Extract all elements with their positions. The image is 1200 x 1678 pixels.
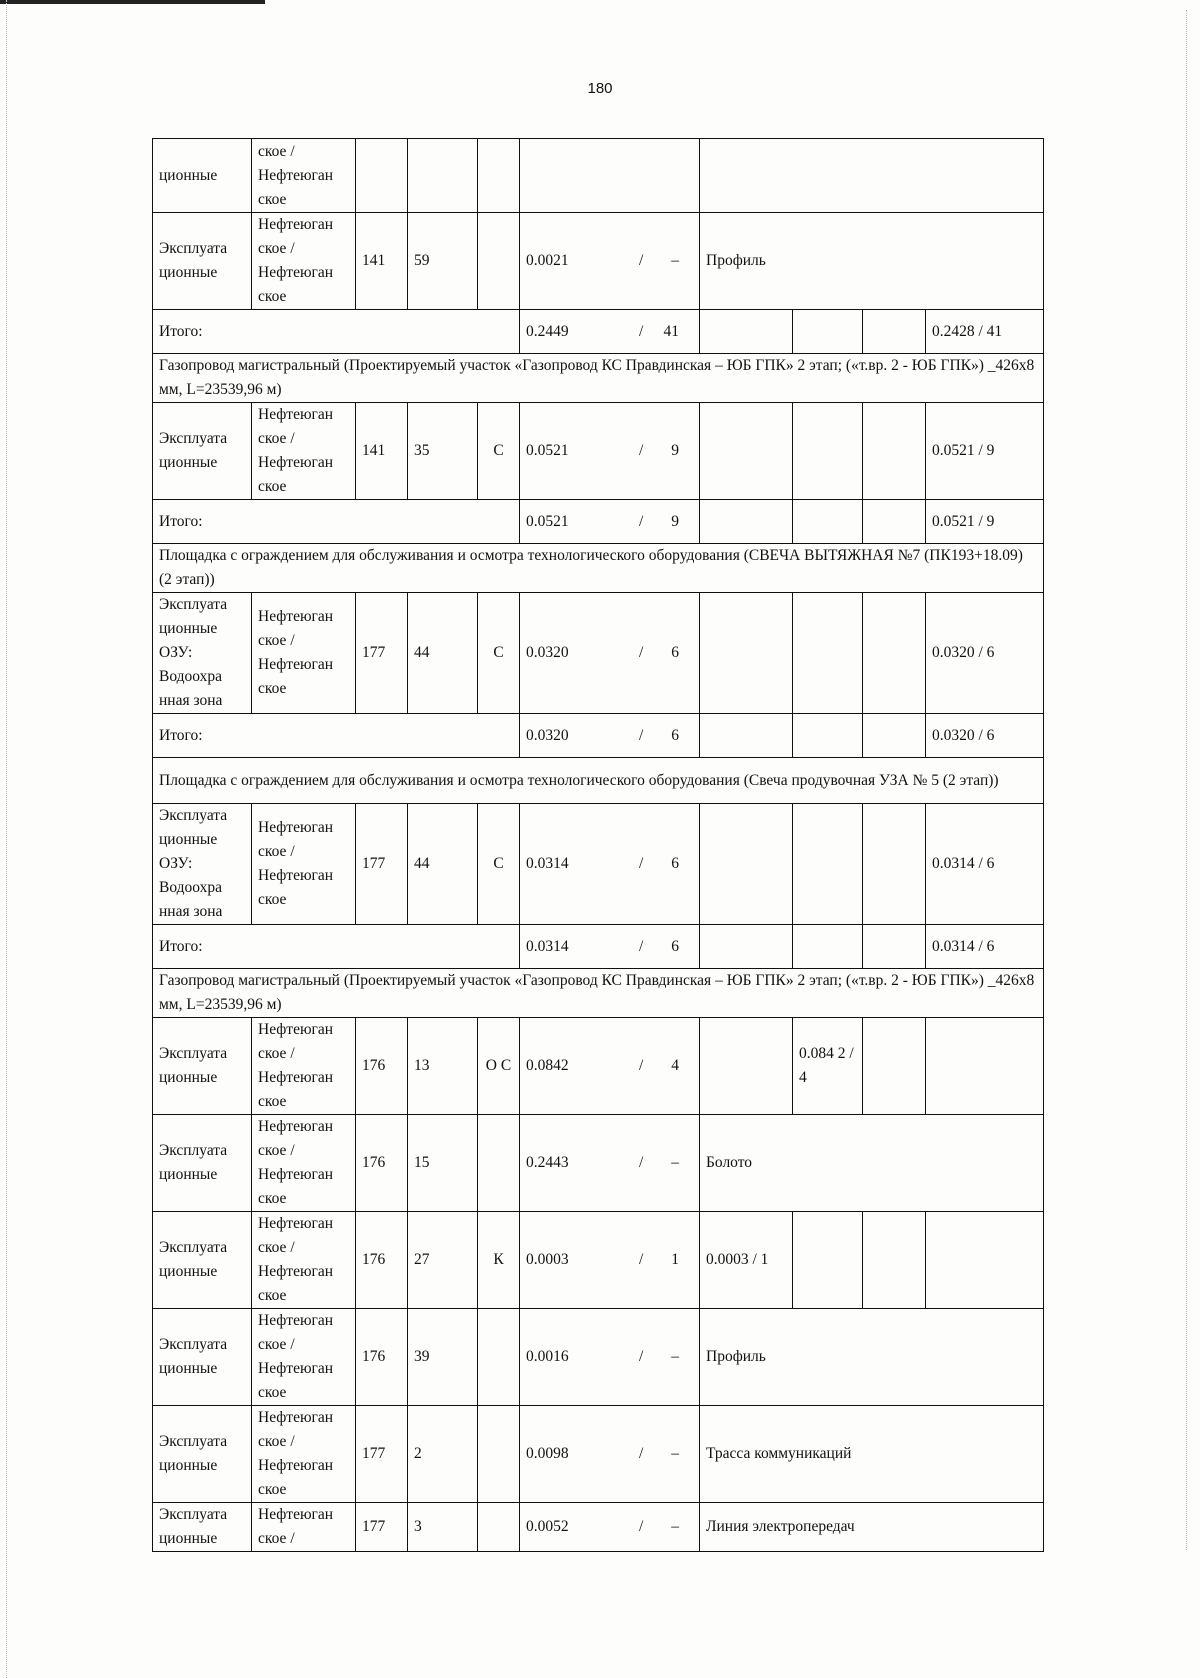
count-value: – [671,1154,679,1171]
col7-cell: 0.0003 / 1 [700,1212,793,1309]
area-cell [520,925,700,969]
protection-cell [478,213,520,310]
plot-cell: 2 [408,1406,478,1503]
section-title: Газопровод магистральный (Проектируемый участок «Газопровод КС Правдинская – ЮБ ГПК» 2 этап; («т.вр. 2 - ЮБ ГПК») _426х8 мм, L=23539,96 м) [153,969,1044,1018]
land-parcels-table [152,138,1044,1552]
count-value: 9 [671,512,679,530]
area-separator: / [639,322,644,340]
total-row [153,310,1044,354]
col10-cell: 0.0521 / 9 [926,500,1044,544]
area-separator: / [639,726,644,744]
count-value: – [671,252,679,269]
col7-cell [700,804,793,925]
section-header-row [153,969,1044,1018]
area-cell [520,714,700,758]
col7-cell [700,714,793,758]
note-cell: Болото [700,1115,1044,1212]
quarter-cell: 177 [356,1406,408,1503]
protection-cell [478,1503,520,1552]
col9-cell [863,1212,926,1309]
table-row [153,1212,1044,1309]
table-row [153,1406,1044,1503]
area-cell [520,1018,700,1115]
note-cell: Линия электропередач [700,1503,1044,1552]
category-cell: Эксплуата ционные [153,1018,252,1115]
land-cell: Нефтеюган ское / Нефтеюган ское [252,593,356,714]
area-separator: / [639,644,644,661]
plot-cell: 13 [408,1018,478,1115]
count-value: – [671,1445,679,1462]
quarter-cell: 177 [356,593,408,714]
col7-cell [700,925,793,969]
area-value: 0.0016 [526,1348,569,1365]
area-value: 0.0842 [526,1057,569,1074]
category-cell: Эксплуата ционные [153,1503,252,1552]
total-label: Итого: [153,714,520,758]
table-row [153,804,1044,925]
area-separator: / [639,855,644,872]
note-cell: Профиль [700,213,1044,310]
table-row [153,1018,1044,1115]
area-value: 0.0521 [526,442,569,459]
land-cell: Нефтеюган ское / Нефтеюган ское [252,804,356,925]
col9-cell [863,804,926,925]
col9-cell [863,714,926,758]
protection-cell: С [478,804,520,925]
quarter-cell: 141 [356,403,408,500]
area-cell [520,1212,700,1309]
col7-cell [700,310,793,354]
col8-cell [793,500,863,544]
area-separator: / [639,1445,644,1462]
table-row [153,1309,1044,1406]
area-value: 0.0314 [526,937,569,955]
table-row [153,403,1044,500]
col7-cell [700,593,793,714]
protection-cell: С [478,593,520,714]
col10-cell: 0.0521 / 9 [926,403,1044,500]
col9-cell [863,1018,926,1115]
quarter-cell: 176 [356,1309,408,1406]
quarter-cell: 177 [356,1503,408,1552]
total-label: Итого: [153,925,520,969]
area-separator: / [639,1518,644,1535]
page-number: 180 [587,80,613,97]
count-value: 6 [671,937,679,955]
area-cell [520,213,700,310]
area-cell [520,593,700,714]
col10-cell: 0.2428 / 41 [926,310,1044,354]
area-cell [520,1309,700,1406]
plot-cell: 39 [408,1309,478,1406]
land-cell: Нефтеюган ское / [252,1503,356,1552]
note-cell [700,139,1044,213]
plot-cell: 44 [408,593,478,714]
area-cell [520,403,700,500]
col8-cell [793,403,863,500]
category-cell: Эксплуата ционные [153,1115,252,1212]
quarter-cell: 176 [356,1018,408,1115]
category-cell: Эксплуата ционные [153,213,252,310]
section-header-row [153,354,1044,403]
col10-cell: 0.0314 / 6 [926,804,1044,925]
col8-cell [793,593,863,714]
count-value: 6 [671,855,679,872]
table-row [153,139,1044,213]
total-row [153,925,1044,969]
count-value: – [671,1348,679,1365]
protection-cell [478,139,520,213]
area-separator: / [639,1154,644,1171]
total-label: Итого: [153,500,520,544]
section-title: Газопровод магистральный (Проектируемый участок «Газопровод КС Правдинская – ЮБ ГПК» 2 этап; («т.вр. 2 - ЮБ ГПК») _426х8 мм, L=23539,96 м) [153,354,1044,403]
area-value: 0.0320 [526,726,569,744]
total-row [153,714,1044,758]
plot-cell [408,139,478,213]
count-value: 1 [671,1251,679,1268]
land-cell: Нефтеюган ское / Нефтеюган ское [252,403,356,500]
protection-cell: С [478,403,520,500]
quarter-cell: 177 [356,804,408,925]
section-header-row [153,544,1044,593]
col10-cell [926,1018,1044,1115]
col7-cell [700,403,793,500]
category-cell: Эксплуата ционные ОЗУ: Водоохра нная зона [153,593,252,714]
col8-cell [793,804,863,925]
note-cell: Трасса коммуникаций [700,1406,1044,1503]
area-value: 0.0003 [526,1251,569,1268]
quarter-cell: 141 [356,213,408,310]
count-value: 41 [663,322,679,340]
area-separator: / [639,252,644,269]
area-value: 0.2449 [526,322,569,340]
scan-right-edge [1186,10,1188,1550]
area-cell [520,1406,700,1503]
col8-cell [793,1212,863,1309]
category-cell: Эксплуата ционные ОЗУ: Водоохра нная зона [153,804,252,925]
area-cell [520,804,700,925]
area-separator: / [639,937,644,955]
total-label: Итого: [153,310,520,354]
table-row [153,593,1044,714]
quarter-cell: 176 [356,1212,408,1309]
land-cell: Нефтеюган ское / Нефтеюган ское [252,1018,356,1115]
area-value: 0.0320 [526,644,569,661]
protection-cell [478,1309,520,1406]
col7-cell [700,1018,793,1115]
land-cell: Нефтеюган ское / Нефтеюган ское [252,1406,356,1503]
note-cell: Профиль [700,1309,1044,1406]
area-value: 0.0314 [526,855,569,872]
area-value: 0.0098 [526,1445,569,1462]
col8-cell [793,714,863,758]
area-value: 0.2443 [526,1154,569,1171]
protection-cell [478,1406,520,1503]
area-separator: / [639,442,644,459]
col8-cell [793,310,863,354]
plot-cell: 35 [408,403,478,500]
scan-left-edge [6,0,8,1678]
area-cell [520,500,700,544]
table-row [153,1115,1044,1212]
count-value: 9 [671,442,679,459]
quarter-cell [356,139,408,213]
area-value: 0.0052 [526,1518,569,1535]
land-cell: Нефтеюган ское / Нефтеюган ское [252,1115,356,1212]
area-separator: / [639,1348,644,1365]
col9-cell [863,593,926,714]
area-cell [520,1503,700,1552]
count-value: 6 [671,726,679,744]
area-cell [520,1115,700,1212]
protection-cell: О С [478,1018,520,1115]
category-cell: Эксплуата ционные [153,403,252,500]
count-value: 4 [671,1057,679,1074]
plot-cell: 44 [408,804,478,925]
plot-cell: 3 [408,1503,478,1552]
area-cell [520,310,700,354]
land-cell: Нефтеюган ское / Нефтеюган ское [252,1212,356,1309]
area-cell [520,139,700,213]
col10-cell [926,1212,1044,1309]
col9-cell [863,500,926,544]
scan-edge-mark [0,0,265,4]
count-value: – [671,1518,679,1535]
protection-cell: К [478,1212,520,1309]
col10-cell: 0.0320 / 6 [926,593,1044,714]
col9-cell [863,403,926,500]
category-cell: Эксплуата ционные [153,1309,252,1406]
col10-cell: 0.0320 / 6 [926,714,1044,758]
area-separator: / [639,1057,644,1074]
plot-cell: 59 [408,213,478,310]
plot-cell: 27 [408,1212,478,1309]
col7-cell [700,500,793,544]
area-separator: / [639,512,644,530]
category-cell: ционные [153,139,252,213]
table-row [153,213,1044,310]
col10-cell: 0.0314 / 6 [926,925,1044,969]
count-value: 6 [671,644,679,661]
total-row [153,500,1044,544]
area-value: 0.0521 [526,512,569,530]
land-cell: Нефтеюган ское / Нефтеюган ское [252,213,356,310]
col9-cell [863,925,926,969]
protection-cell [478,1115,520,1212]
section-header-row [153,758,1044,804]
plot-cell: 15 [408,1115,478,1212]
area-separator: / [639,1251,644,1268]
land-cell: Нефтеюган ское / Нефтеюган ское [252,1309,356,1406]
section-title: Площадка с ограждением для обслуживания и осмотра технологического оборудования (Свеча продувочная УЗА № 5 (2 этап)) [153,758,1044,804]
table-row [153,1503,1044,1552]
area-value: 0.0021 [526,252,569,269]
col8-cell [793,925,863,969]
table-body [153,139,1044,1552]
category-cell: Эксплуата ционные [153,1212,252,1309]
section-title: Площадка с ограждением для обслуживания и осмотра технологического оборудования (СВЕЧА ВЫТЯЖНАЯ №7 (ПК193+18.09) (2 этап)) [153,544,1044,593]
category-cell: Эксплуата ционные [153,1406,252,1503]
col8-cell: 0.084 2 / 4 [793,1018,863,1115]
land-cell: ское / Нефтеюган ское [252,139,356,213]
col9-cell [863,310,926,354]
quarter-cell: 176 [356,1115,408,1212]
